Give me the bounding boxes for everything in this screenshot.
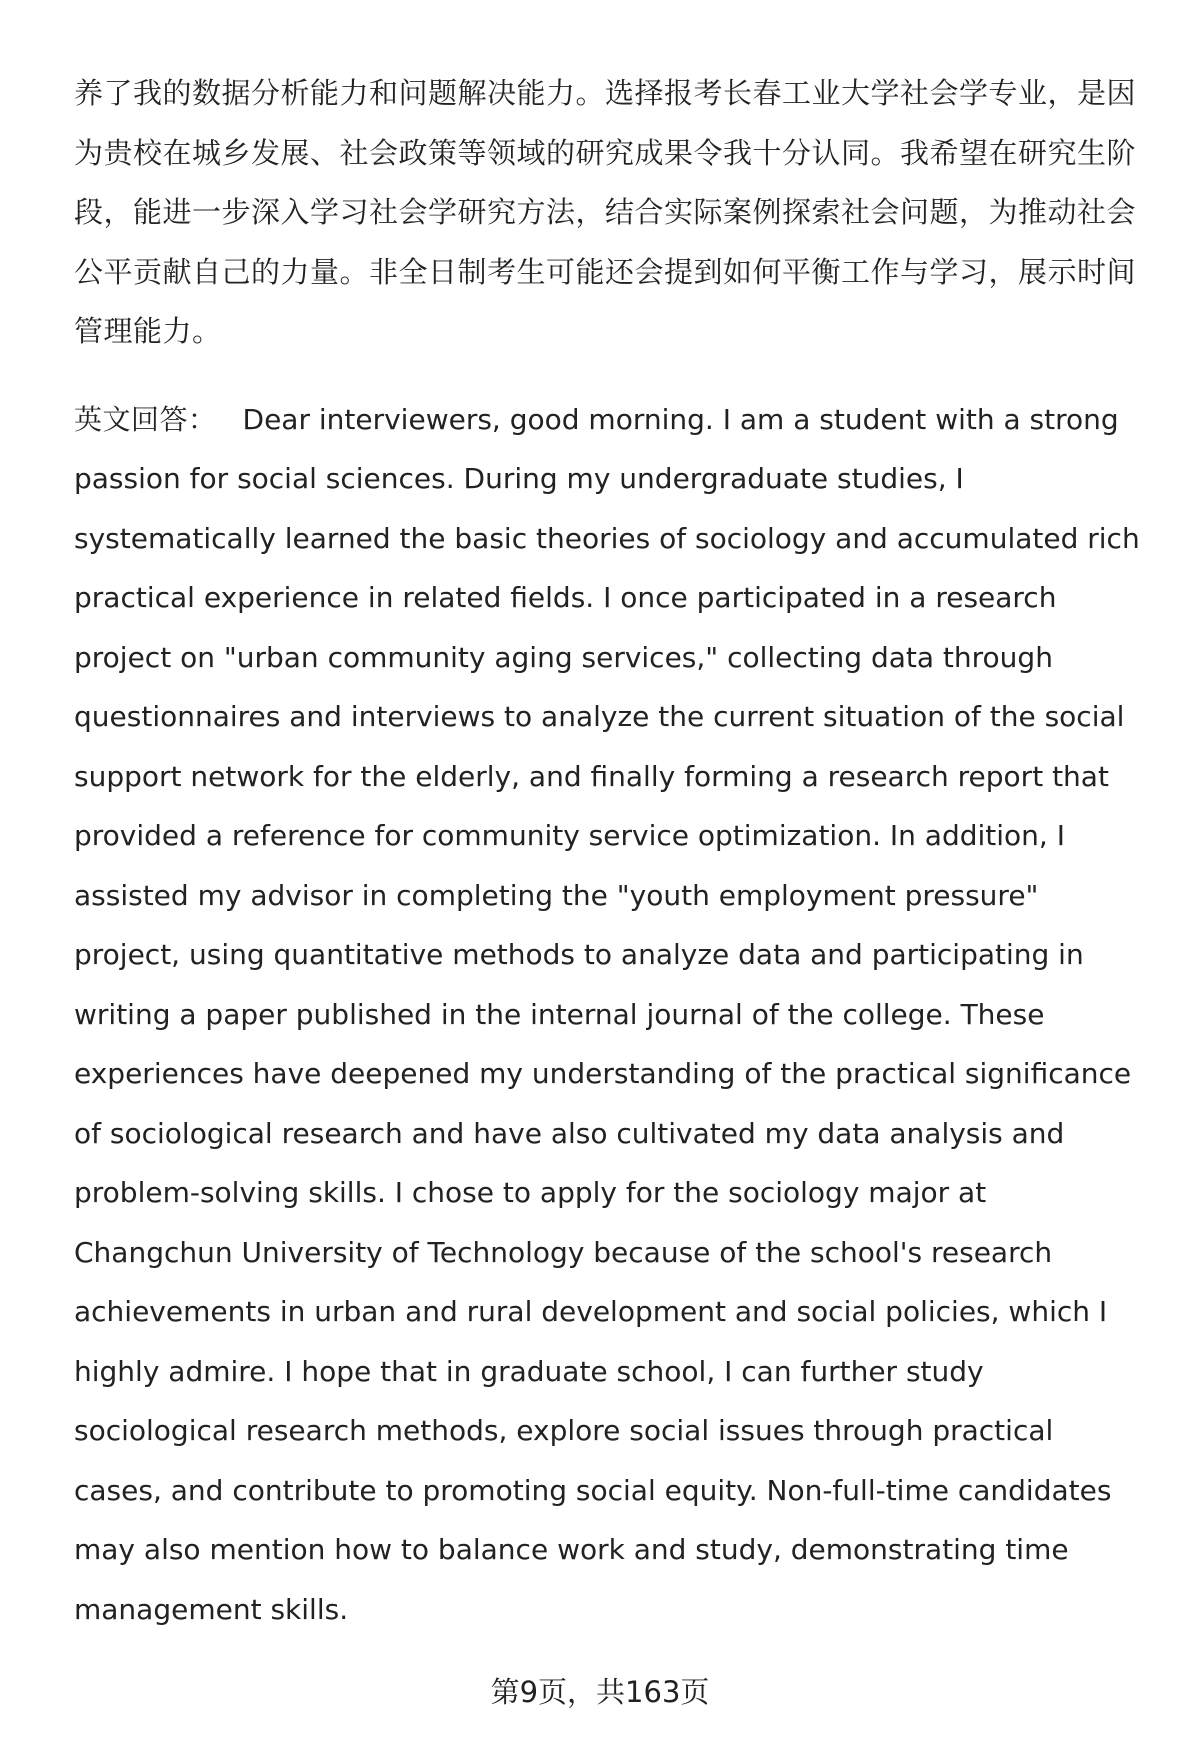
english-answer-text: Dear interviewers, good morning. I am a student with a strong passion for social sciences. During my undergraduate studies, I systematically learned the basic theories of sociology and accumulated rich practical experience in related fields. I once participated in a research project on "urban community aging services," collecting data through questionnaires and interviews to analyze the current situation of the social support network for the elderly, and finally forming a research report that provided a reference for community service optimization. In addition, I assisted my advisor in completing the "youth employment pressure" project, using quantitative methods to analyze data and participating in writing a paper published in the internal journal of the college. These experiences have deepened my understanding of the practical significance of sociological research and have also cultivated my data analysis and problem-solving skills. I chose to apply for the sociology major at Changchun University of Technology because of the school's research achievements in urban and rural development and social policies, which I highly admire. I hope that in graduate school, I can further study sociological research methods, explore social issues through practical cases, and contribute to promoting social equity. Non-full-time candidates may also mention how to balance work and study, demonstrating time management skills.: [74, 402, 1140, 1626]
page-number-footer: 第9页，共163页: [490, 1675, 710, 1709]
english-answer-label: 英文回答：: [74, 402, 217, 436]
chinese-answer-paragraph: 养了我的数据分析能力和问题解决能力。选择报考长春工业大学社会学专业，是因为贵校在城乡发展、社会政策等领域的研究成果令我十分认同。我希望在研究生阶段，能进一步深入学习社会学研究方法，结合实际案例探索社会问题，为推动社会公平贡献自己的力量。非全日制考生可能还会提到如何平衡工作与学习，展示时间管理能力。: [74, 76, 1137, 348]
english-answer-paragraph: [74, 390, 1149, 1640]
page-content: [74, 64, 1149, 1639]
